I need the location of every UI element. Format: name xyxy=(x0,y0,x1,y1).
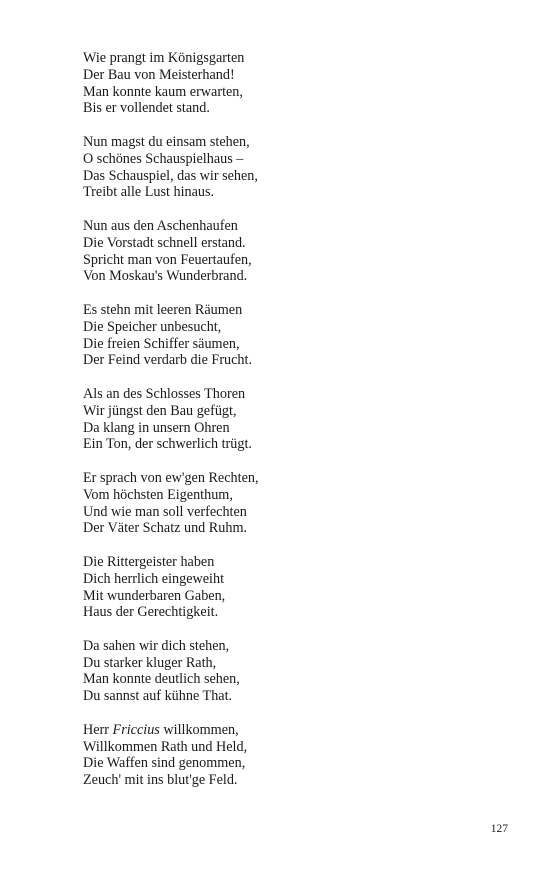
page-number: 127 xyxy=(490,823,508,835)
poem-line: Herr Friccius willkommen, xyxy=(83,721,239,738)
stanza xyxy=(83,554,503,621)
poem-line: Es stehn mit leeren Räumen xyxy=(83,301,243,318)
poem-line: Die Vorstadt schnell erstand. xyxy=(83,234,246,251)
stanza xyxy=(83,302,503,369)
poem-line: Du sannst auf kühne That. xyxy=(83,688,233,705)
poem-line: Der Väter Schatz und Ruhm. xyxy=(83,520,248,537)
poem-line: Treibt alle Lust hinaus. xyxy=(83,184,215,201)
poem-line: Die Waffen sind genommen, xyxy=(83,755,246,772)
poem-line: Du starker kluger Rath, xyxy=(83,654,217,671)
poem-line: Der Bau von Meisterhand! xyxy=(83,66,235,83)
stanza xyxy=(83,638,503,705)
poem-line: Haus der Gerechtigkeit. xyxy=(83,604,219,621)
stanza xyxy=(83,50,503,117)
poem-line: Willkommen Rath und Held, xyxy=(83,738,248,755)
poem-line: Die Rittergeister haben xyxy=(83,553,215,570)
poem-line: Man konnte kaum erwarten, xyxy=(83,83,243,100)
poem-line: Und wie man soll verfechten xyxy=(83,503,247,520)
poem-line: Vom höchsten Eigenthum, xyxy=(83,486,233,503)
poem-line: Die Speicher unbesucht, xyxy=(83,318,222,335)
poem-line: Man konnte deutlich sehen, xyxy=(83,671,240,688)
stanza xyxy=(83,470,503,537)
poem-line: Die freien Schiffer säumen, xyxy=(83,335,240,352)
poem-line: Als an des Schlosses Thoren xyxy=(83,385,246,402)
poem-line: Dich herrlich eingeweiht xyxy=(83,570,225,587)
poem-line: Nun aus den Aschenhaufen xyxy=(83,217,238,234)
poem-line: Mit wunderbaren Gaben, xyxy=(83,587,226,604)
stanza xyxy=(83,218,503,285)
poem-line: Wie prangt im Königsgarten xyxy=(83,50,245,66)
poem-line: Da klang in unsern Ohren xyxy=(83,419,230,436)
poem-line: Zeuch' mit ins blut'ge Feld. xyxy=(83,772,238,789)
poem-line: Von Moskau's Wunderbrand. xyxy=(83,268,248,285)
poem xyxy=(83,50,503,806)
stanza xyxy=(83,386,503,453)
poem-line: Der Feind verdarb die Frucht. xyxy=(83,352,253,369)
poem-line: Er sprach von ew'gen Rechten, xyxy=(83,469,259,486)
poem-line: Da sahen wir dich stehen, xyxy=(83,637,230,654)
poem-line: Bis er vollendet stand. xyxy=(83,100,210,117)
poem-line: Ein Ton, der schwerlich trügt. xyxy=(83,436,252,453)
stanza xyxy=(83,722,503,789)
poem-line: Spricht man von Feuertaufen, xyxy=(83,251,252,268)
poem-line: Wir jüngst den Bau gefügt, xyxy=(83,402,237,419)
stanza xyxy=(83,134,503,201)
italic-name: Friccius xyxy=(112,721,160,738)
poem-line: Nun magst du einsam stehen, xyxy=(83,133,250,150)
poem-line: O schönes Schauspielhaus – xyxy=(83,150,244,167)
poem-line: Das Schauspiel, das wir sehen, xyxy=(83,167,258,184)
